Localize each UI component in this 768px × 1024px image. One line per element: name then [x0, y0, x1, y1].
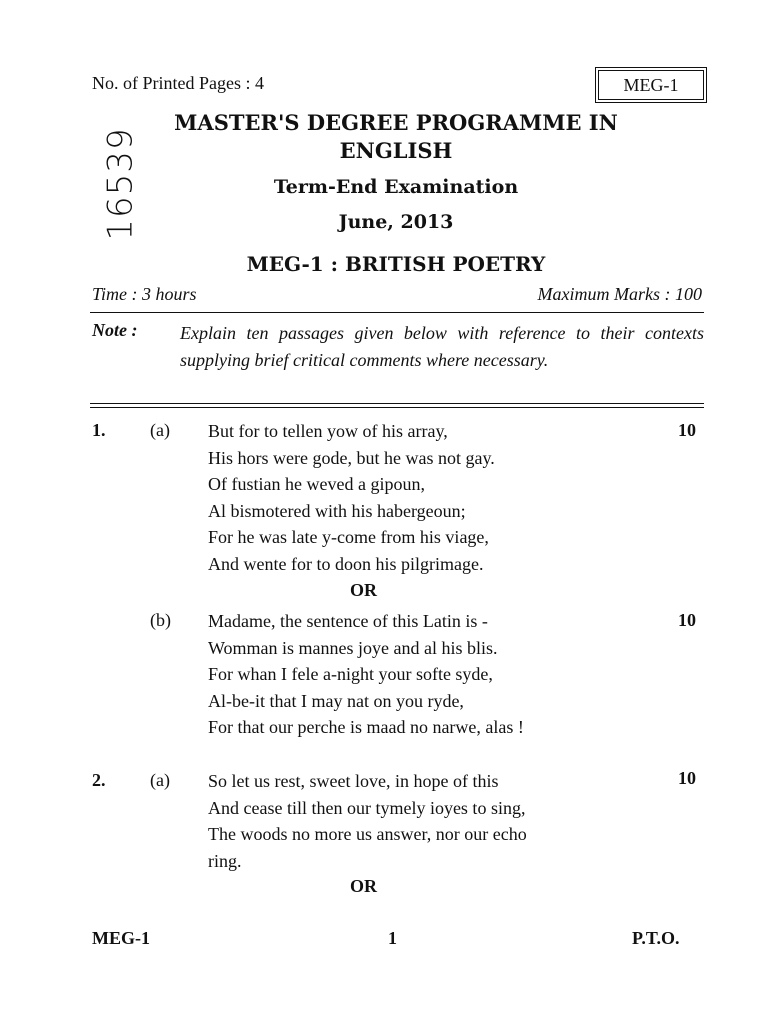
- verse-line: And wente for to doon his pilgrimage.: [208, 553, 484, 574]
- part-label: (b): [150, 610, 171, 630]
- verse-line: Of fustian he weved a gipoun,: [208, 474, 425, 494]
- divider: [90, 312, 704, 313]
- verse-line: Womman is mannes joye and al his blis.: [208, 637, 498, 658]
- printed-pages: No. of Printed Pages : 4: [92, 73, 264, 93]
- part-label: (a): [150, 420, 170, 440]
- exam-title: Term-End Examination: [273, 176, 519, 198]
- exam-date: June, 2013: [338, 211, 454, 233]
- paper-title: MEG-1 : BRITISH POETRY: [246, 252, 546, 276]
- divider-double-top: [90, 403, 704, 404]
- verse-line: And cease till then our tymely ioyes to sing,: [208, 797, 526, 818]
- verse-line: ring.: [208, 850, 242, 871]
- passage-verse: [208, 608, 524, 741]
- divider-double-bottom: [90, 407, 704, 408]
- note-label: Note :: [92, 320, 138, 340]
- verse-line: Al-be-it that I may nat on you ryde,: [208, 690, 464, 711]
- passage-verse: [208, 418, 495, 577]
- passage-verse: [208, 768, 527, 874]
- time-allowed: Time : 3 hours: [92, 284, 197, 304]
- verse-line: For whan I fele a-night your softe syde,: [208, 664, 493, 684]
- or-separator: OR: [350, 580, 377, 600]
- programme-title-line2: ENGLISH: [339, 138, 453, 163]
- note-text: Explain ten passages given below with reference to their contexts supplying brief critical comments where necessary.: [180, 323, 704, 370]
- part-marks: 10: [678, 610, 696, 630]
- footer-course-code: MEG-1: [92, 928, 150, 948]
- question-number: 1.: [92, 420, 106, 440]
- verse-line: Madame, the sentence of this Latin is -: [208, 611, 488, 631]
- verse-line: But for to tellen yow of his array,: [208, 421, 448, 441]
- part-marks: 10: [678, 768, 696, 788]
- part-label: (a): [150, 770, 170, 790]
- serial-number: 16539: [100, 127, 141, 241]
- verse-line: Al bismotered with his habergeoun;: [208, 500, 466, 521]
- course-code-box: MEG-1: [598, 70, 704, 100]
- verse-line: The woods no more us answer, nor our echo: [208, 824, 527, 844]
- part-marks: 10: [678, 420, 696, 440]
- verse-line: His hors were gode, but he was not gay.: [208, 447, 495, 468]
- or-separator: OR: [350, 876, 377, 896]
- verse-line: For he was late y-come from his viage,: [208, 527, 489, 547]
- verse-line: So let us rest, sweet love, in hope of this: [208, 771, 499, 791]
- verse-line: For that our perche is maad no narwe, alas !: [208, 717, 524, 737]
- question-number: 2.: [92, 770, 106, 790]
- page-number: 1: [388, 928, 397, 948]
- maximum-marks: Maximum Marks : 100: [537, 284, 702, 304]
- programme-title: MASTER'S DEGREE PROGRAMME IN: [174, 110, 618, 135]
- pto-label: P.T.O.: [632, 928, 680, 948]
